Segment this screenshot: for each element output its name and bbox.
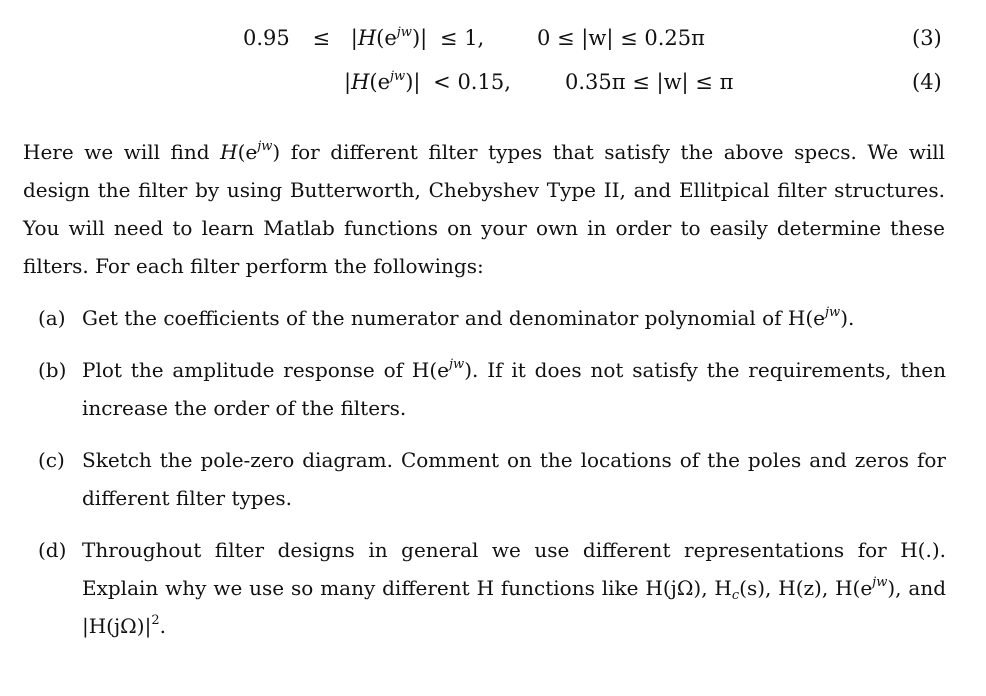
item-d-end: .: [159, 614, 166, 638]
list-item-a: [38, 299, 946, 337]
eq4-magnitude: [344, 70, 420, 94]
item-b-math: H(e: [411, 358, 450, 382]
item-d-sub-c: c: [731, 588, 740, 603]
item-b-text-1: Plot the amplitude response of: [82, 358, 412, 382]
item-d-text-3: and: [901, 576, 946, 600]
item-d-text-2: Explain why we use so many different H functions like: [82, 576, 646, 600]
item-d-math-list-2: (s), H(z), H(e: [739, 576, 873, 600]
item-d-math-h: H(.).: [900, 538, 946, 562]
equation-3: [243, 25, 485, 50]
intro-text-1: Here we will find: [23, 140, 221, 164]
eq4-H: H: [351, 70, 370, 94]
list-item-d: [38, 531, 946, 645]
eq3-exp: jw: [396, 25, 412, 40]
item-b-exp: jw: [449, 357, 465, 372]
item-c-text: Sketch the pole-zero diagram. Comment on the locations of the poles and zeros for different filter types.: [82, 448, 946, 510]
list-item-c: [38, 441, 946, 517]
eq3-H: H: [357, 26, 377, 50]
eq3-close: )|: [411, 26, 428, 50]
item-d-body: [82, 531, 946, 645]
eq3-magnitude: [351, 26, 427, 50]
item-c-body: [82, 441, 946, 517]
list-item-b: [38, 351, 946, 427]
eq4-bar: |: [344, 70, 352, 94]
equation-3-condition: 0 ≤ |w| ≤ 0.25π: [537, 26, 705, 50]
item-d-math-list-3: ),: [887, 576, 902, 600]
intro-math-exp: jw: [257, 139, 273, 154]
item-d-label: (d): [38, 538, 67, 562]
eq4-close: )|: [405, 70, 421, 94]
equation-4-number: (4): [912, 70, 942, 94]
intro-math-e: (e: [237, 140, 258, 164]
eq3-lhs-value: 0.95: [243, 26, 290, 50]
equation-4-condition: 0.35π ≤ |w| ≤ π: [565, 70, 734, 94]
intro-math: [220, 140, 280, 164]
intro-paragraph: [23, 133, 945, 285]
eq3-e: (e: [376, 26, 397, 50]
eq4-exp: jw: [390, 69, 406, 84]
item-b-close: ).: [464, 358, 479, 382]
intro-text-2: for different filter types that satisfy the above specs. We will design the filter by using Butterworth, Chebyshev Type II, and Ellitpical filter structures. You will need to learn Matlab functions on your own in order to easily determine these filters. For each filter perform the followings:: [23, 140, 946, 278]
eq4-e: (e: [369, 70, 391, 94]
item-b-text-2: If it does not satisfy the requirements, then increase the order of the filters.: [82, 358, 946, 420]
item-d-text-1: Throughout filter designs in general we use different representations for: [82, 538, 901, 562]
eq3-lhs-rel: ≤: [312, 26, 331, 50]
eq3-bar: |: [350, 26, 358, 50]
item-a-close: ).: [840, 306, 855, 330]
equation-3-number: (3): [912, 26, 942, 50]
item-d-math-last: |H(jΩ)|: [82, 614, 152, 638]
item-a-exp: jw: [825, 305, 841, 320]
item-a-label: (a): [38, 306, 66, 330]
item-d-sup-2: 2: [151, 613, 160, 628]
eq3-rhs: ≤ 1,: [439, 26, 485, 50]
eq4-rhs: < 0.15,: [433, 70, 511, 94]
equation-4: [344, 69, 511, 94]
item-b-label: (b): [38, 358, 67, 382]
item-a-text: Get the coefficients of the numerator and denominator polynomial of: [82, 306, 788, 330]
item-a-body: [82, 299, 946, 337]
item-c-label: (c): [38, 448, 65, 472]
intro-math-close: ): [272, 140, 281, 164]
item-a-math: H(e: [787, 306, 826, 330]
item-d-exp: jw: [872, 575, 888, 590]
intro-math-H: H: [220, 140, 238, 164]
item-d-math-list: H(jΩ), H: [645, 576, 732, 600]
item-b-body: [82, 351, 946, 427]
